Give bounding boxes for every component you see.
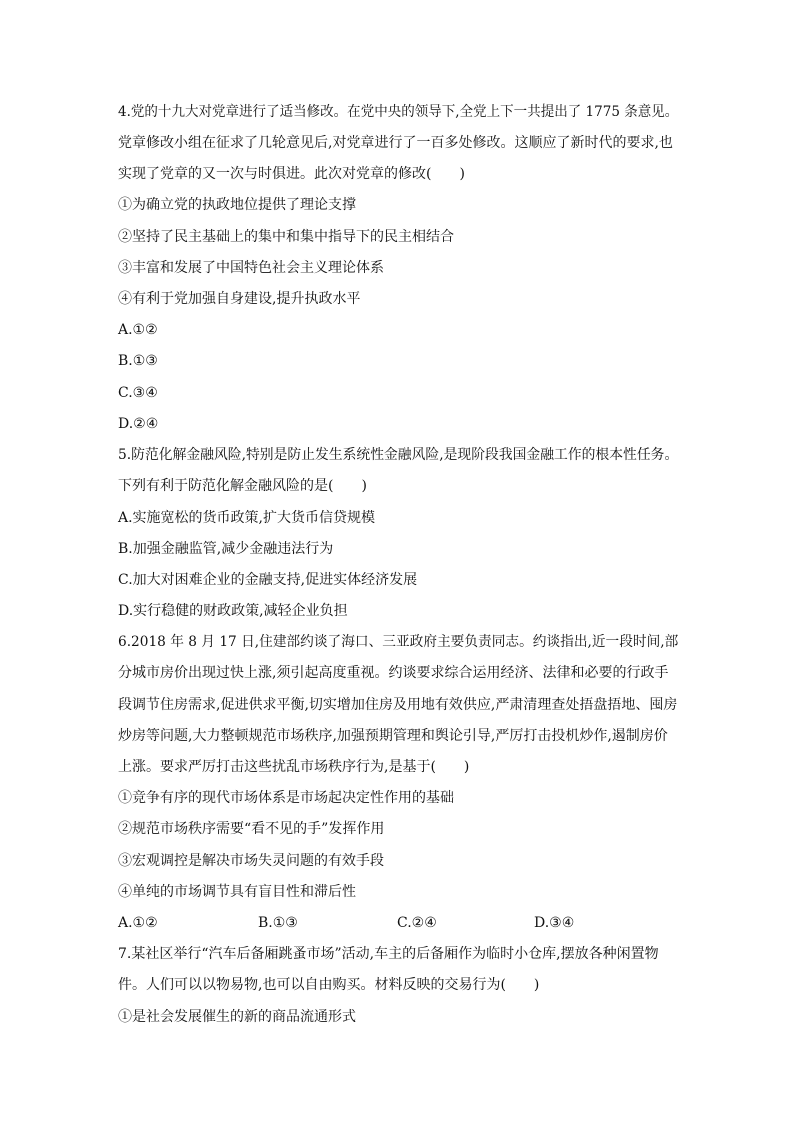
question-6-item-3: ③宏观调控是解决市场失灵问题的有效手段: [118, 853, 384, 869]
question-6-stem-line-2: 分城市房价出现过快上涨,须引起高度重视。约谈要求综合运用经济、法律和必要的行政手: [118, 665, 669, 681]
question-5-option-b: B.加强金融监管,减少金融违法行为: [118, 541, 334, 557]
question-4-item-2: ②坚持了民主基础上的集中和集中指导下的民主相结合: [118, 229, 454, 245]
question-6-option-d: D.③④: [534, 915, 575, 931]
question-4-stem-line-2: 党章修改小组在征求了几轮意见后,对党章进行了一百多处修改。这顺应了新时代的要求,也: [118, 135, 673, 151]
question-7-stem-line-2: 件。人们可以以物易物,也可以自由购买。材料反映的交易行为( ): [118, 977, 540, 993]
question-6-item-4: ④单纯的市场调节具有盲目性和滞后性: [118, 884, 356, 900]
question-6-stem-line-3: 段调节住房需求,促进供求平衡,切实增加住房及用地有效供应,严肃清理查处捂盘捂地、囤房: [118, 697, 678, 713]
question-4-item-1: ①为确立党的执政地位提供了理论支撑: [118, 197, 356, 213]
question-4-item-4: ④有利于党加强自身建设,提升执政水平: [118, 291, 361, 307]
question-4-option-d: D.②④: [118, 416, 159, 432]
question-6-stem-line-5: 上涨。要求严厉打击这些扰乱市场秩序行为,是基于( ): [118, 759, 470, 775]
question-6-stem-line-4: 炒房等问题,大力整顿规范市场秩序,加强预期管理和舆论引导,严厉打击投机炒作,遏制房价: [118, 728, 668, 744]
question-5-stem-line-1: 5.防范化解金融风险,特别是防止发生系统性金融风险,是现阶段我国金融工作的根本性任务。: [118, 447, 679, 463]
question-4-item-3: ③丰富和发展了中国特色社会主义理论体系: [118, 260, 384, 276]
question-6-options-row: [118, 914, 678, 932]
question-4-option-c: C.③④: [118, 385, 158, 401]
question-7-stem-line-1: 7.某社区举行“汽车后备厢跳蚤市场”活动,车主的后备厢作为临时小仓库,摆放各种闲置物: [118, 946, 659, 962]
question-4-stem-line-3: 实现了党章的又一次与时俱进。此次对党章的修改( ): [118, 166, 465, 182]
question-6-item-1: ①竞争有序的现代市场体系是市场起决定性作用的基础: [118, 790, 454, 806]
question-5-stem-line-2: 下列有利于防范化解金融风险的是( ): [118, 478, 367, 494]
question-5-option-d: D.实行稳健的财政政策,减轻企业负担: [118, 603, 348, 619]
question-6-stem-line-1: 6.2018 年 8 月 17 日,住建部约谈了海口、三亚政府主要负责同志。约谈指出,近一段时间,部: [118, 634, 679, 650]
question-6-option-a: A.①②: [118, 915, 158, 931]
question-4-option-a: A.①②: [118, 322, 158, 338]
question-5-option-a: A.实施宽松的货币政策,扩大货币信贷规模: [118, 510, 376, 526]
question-4-option-b: B.①③: [118, 353, 158, 369]
question-4-stem-line-1: 4.党的十九大对党章进行了适当修改。在党中央的领导下,全党上下一共提出了 1775 条意见。: [118, 104, 679, 120]
question-6-item-2: ②规范市场秩序需要“看不见的手”发挥作用: [118, 821, 385, 837]
question-5-option-c: C.加大对困难企业的金融支持,促进实体经济发展: [118, 572, 418, 588]
question-7-item-1: ①是社会发展催生的新的商品流通形式: [118, 1009, 356, 1025]
question-6-option-c: C.②④: [397, 915, 437, 931]
question-6-option-b: B.①③: [258, 915, 298, 931]
